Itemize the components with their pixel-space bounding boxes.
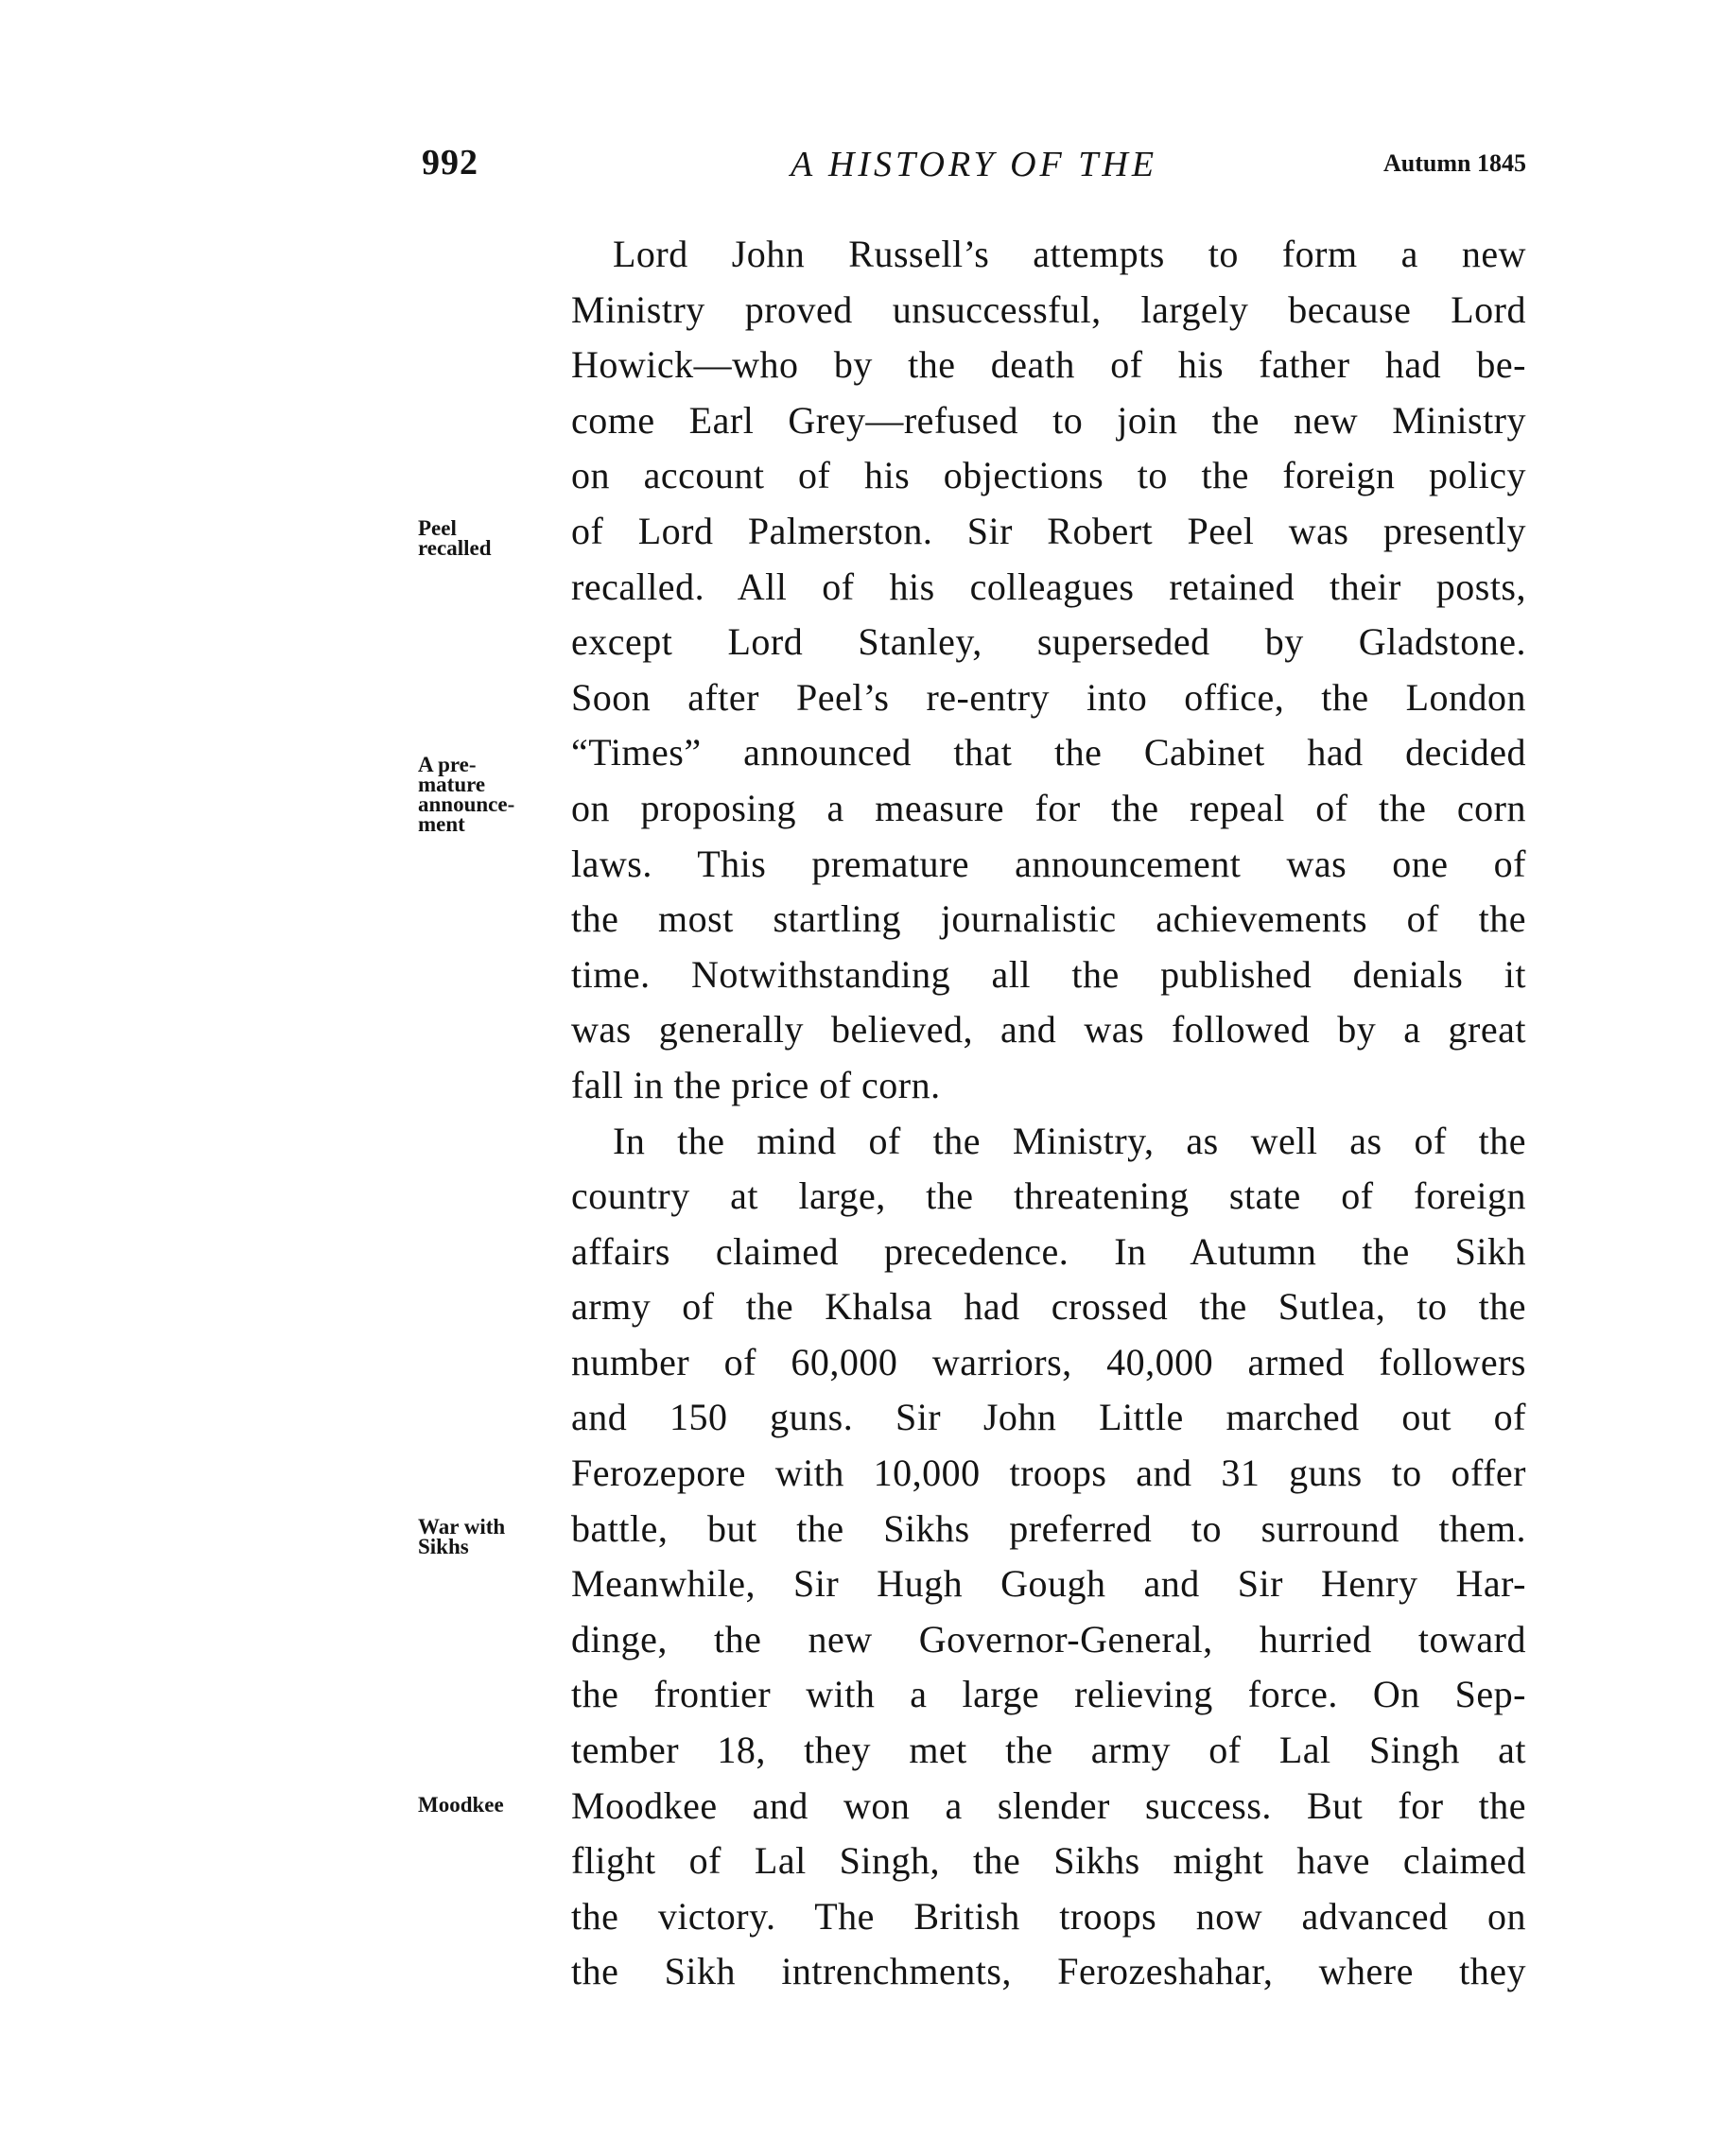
text-line: and 150 guns. Sir John Little marched out of bbox=[571, 1396, 1526, 1439]
text-line: laws. This premature announcement was one of bbox=[571, 842, 1526, 885]
page-header bbox=[422, 142, 1526, 199]
text-line: In the mind of the Ministry, as well as of the bbox=[613, 1119, 1526, 1162]
sidenote-line: A pre- bbox=[418, 753, 477, 776]
sidenote-line: ment bbox=[418, 812, 465, 836]
sidenote-line: recalled bbox=[418, 536, 492, 560]
text-line: the most startling journalistic achievements of the bbox=[571, 897, 1526, 941]
text-line: Lord John Russell’s attempts to form a new bbox=[613, 233, 1526, 275]
text-line: Moodkee and won a slender success. But for the bbox=[571, 1783, 1526, 1827]
text-line: except Lord Stanley, superseded by Gladstone. bbox=[571, 620, 1526, 664]
text-line: affairs claimed precedence. In Autumn the Sikh bbox=[571, 1229, 1526, 1273]
sidenote-war-with-sikhs bbox=[418, 1517, 505, 1556]
body-text bbox=[571, 227, 1526, 2000]
text-line: battle, but the Sikhs preferred to surround them. bbox=[571, 1506, 1526, 1550]
text-line: “Times” announced that the Cabinet had decided bbox=[571, 731, 1526, 774]
sidenote-peel-recalled bbox=[418, 518, 492, 558]
text-line: the Sikh intrenchments, Ferozeshahar, where they bbox=[571, 1950, 1526, 1993]
text-line: time. Notwithstanding all the published denials it bbox=[571, 952, 1526, 996]
text-line: come Earl Grey—refused to join the new Ministry bbox=[571, 398, 1526, 442]
paragraph-1 bbox=[571, 227, 1526, 1114]
text-line: the frontier with a large relieving force. On Sep- bbox=[571, 1673, 1526, 1716]
text-line: the victory. The British troops now advanced on bbox=[571, 1894, 1526, 1938]
text-line: was generally believed, and was followed by a great bbox=[571, 1008, 1526, 1052]
running-date: Autumn 1845 bbox=[1383, 149, 1526, 177]
sidenote-premature-announcement bbox=[418, 755, 514, 834]
text-line: country at large, the threatening state of foreign bbox=[571, 1174, 1526, 1218]
sidenote-line: War with bbox=[418, 1515, 506, 1539]
text-line: on account of his objections to the foreign policy bbox=[571, 454, 1526, 497]
sidenote-line: announce- bbox=[418, 792, 515, 816]
running-title: A HISTORY OF THE bbox=[790, 145, 1158, 184]
text-line: dinge, the new Governor-General, hurried toward bbox=[571, 1617, 1526, 1660]
text-line: Howick—who by the death of his father had be- bbox=[571, 343, 1526, 387]
text-line: Ferozepore with 10,000 troops and 31 guns to offer bbox=[571, 1452, 1526, 1495]
sidenote-line: Peel bbox=[418, 516, 457, 540]
sidenote-line: Sikhs bbox=[418, 1535, 469, 1558]
text-line: Meanwhile, Sir Hugh Gough and Sir Henry Har- bbox=[571, 1562, 1526, 1606]
text-line: on proposing a measure for the repeal of the corn bbox=[571, 786, 1526, 829]
paragraph-2 bbox=[571, 1114, 1526, 2001]
text-line: Ministry proved unsuccessful, largely because Lord bbox=[571, 287, 1526, 331]
text-line: Soon after Peel’s re-entry into office, the London bbox=[571, 675, 1526, 719]
sidenote-line: Moodkee bbox=[418, 1793, 504, 1817]
text-line: fall in the price of corn. bbox=[571, 1063, 941, 1106]
text-line: flight of Lal Singh, the Sikhs might have claimed bbox=[571, 1839, 1526, 1883]
page-number: 992 bbox=[422, 143, 478, 183]
text-line: tember 18, they met the army of Lal Singh at bbox=[571, 1729, 1526, 1772]
sidenote-moodkee bbox=[418, 1795, 504, 1815]
text-line: number of 60,000 warriors, 40,000 armed followers bbox=[571, 1340, 1526, 1383]
text-line: army of the Khalsa had crossed the Sutlea, to the bbox=[571, 1285, 1526, 1329]
sidenote-line: mature bbox=[418, 773, 486, 796]
text-line: recalled. All of his colleagues retained their posts, bbox=[571, 565, 1526, 608]
text-line: of Lord Palmerston. Sir Robert Peel was presently bbox=[571, 509, 1526, 552]
